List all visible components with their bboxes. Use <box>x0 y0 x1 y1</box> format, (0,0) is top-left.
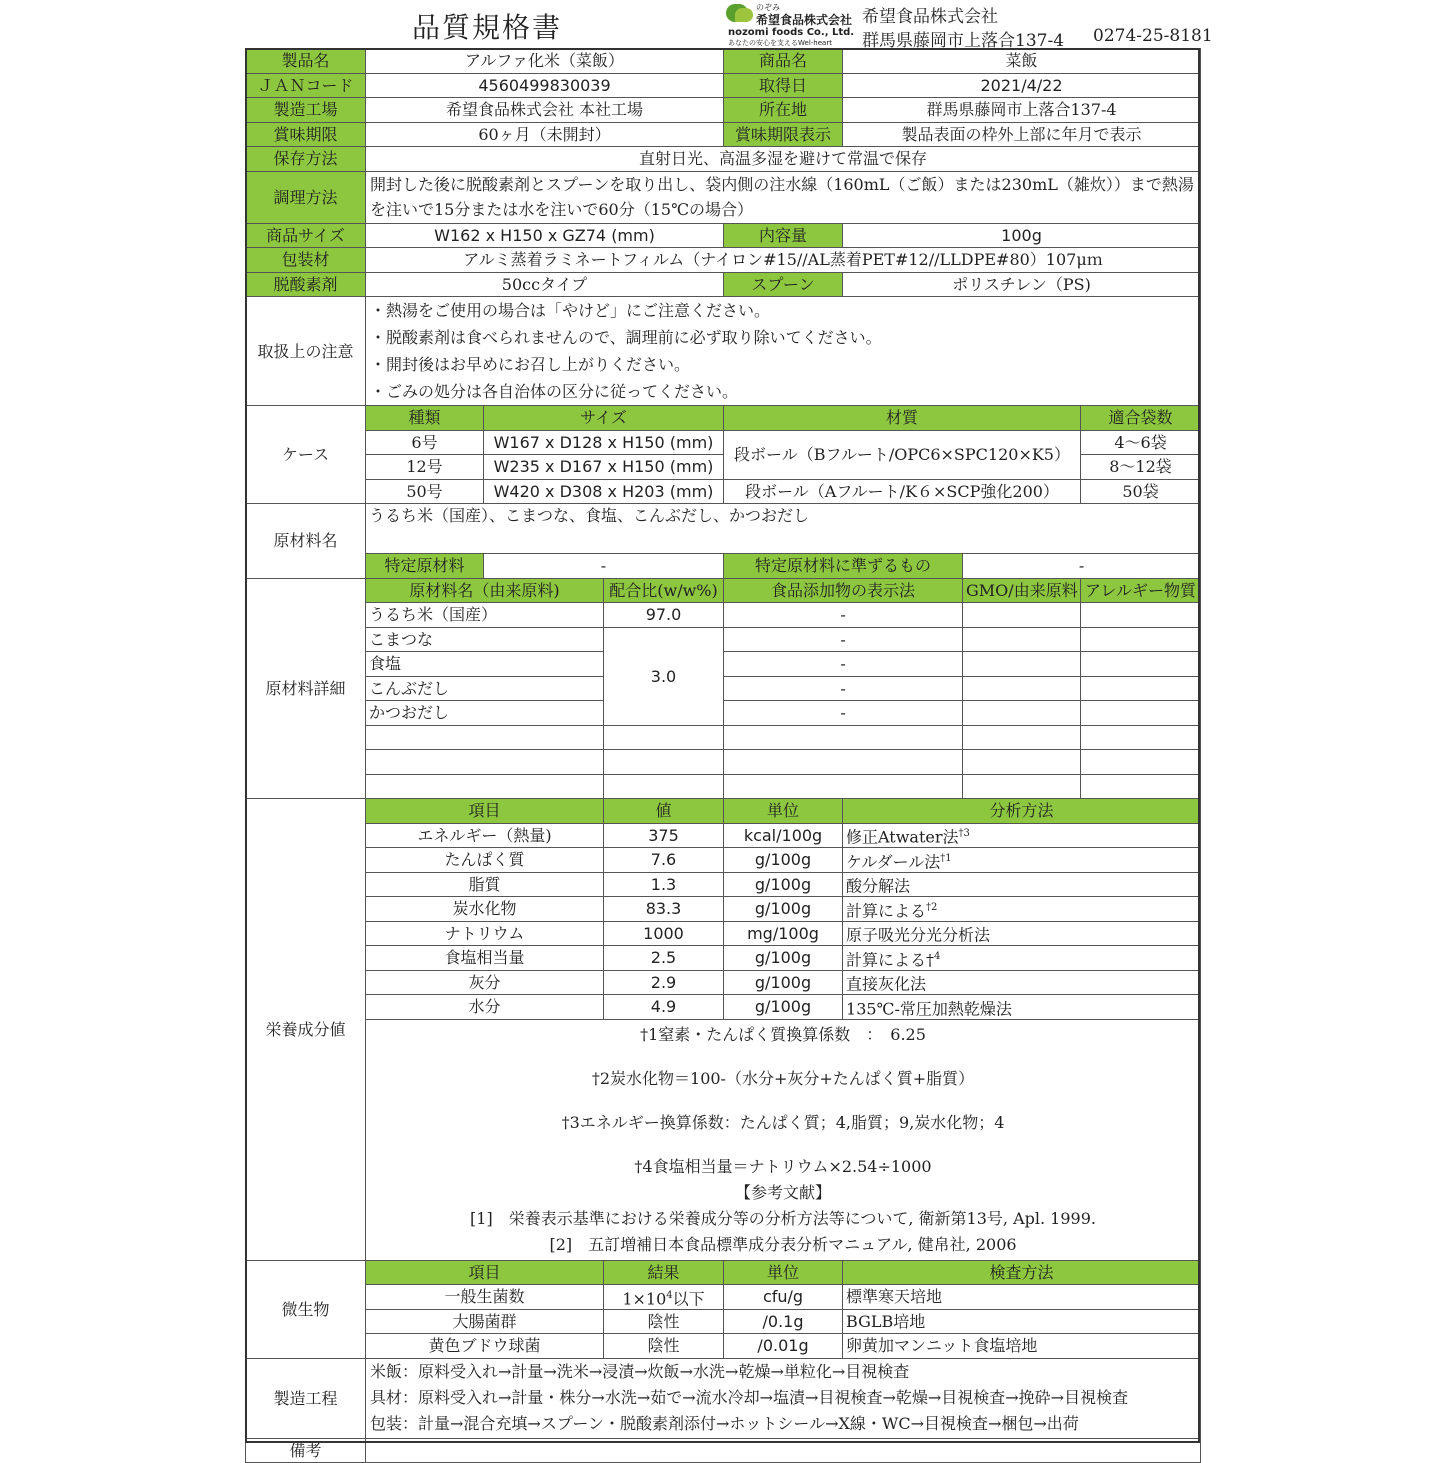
case-size: W167 x D128 x H150 (mm) <box>484 430 724 455</box>
acquired-date: 2021/4/22 <box>843 73 1201 98</box>
remarks-label: 備考 <box>246 1438 366 1463</box>
method-text: 計算による† <box>846 949 935 969</box>
case-header-fit: 適合袋数 <box>1081 406 1201 431</box>
process-line: 米飯：原料受入れ→計量→洗米→浸漬→炊飯→水洗→乾燥→単粒化→目視検査 <box>370 1362 910 1381</box>
cook-method: 開封した後に脱酸素剤とスプーンを取り出し、袋内側の注水線（160mL（ご飯）または230mL（雑炊））まで熱湯を注いで15分または水を注いで60分（15℃の場合） <box>366 171 1201 223</box>
case-type: 12号 <box>366 455 484 480</box>
detail-header: 配合比(w/w%) <box>604 578 724 603</box>
nutrition-item: 炭水化物 <box>366 897 604 922</box>
nutrition-unit: g/100g <box>724 970 843 995</box>
company-address: 群馬県藤岡市上落合137-4 <box>862 31 1065 51</box>
company-tel: 0274-25-8181 <box>1093 26 1213 46</box>
detail-header: GMO/由来原料 <box>963 578 1081 603</box>
nutrition-unit: g/100g <box>724 995 843 1020</box>
micro-header: 単位 <box>724 1260 843 1285</box>
nutrition-item: 食塩相当量 <box>366 946 604 971</box>
factory: 希望食品株式会社 本社工場 <box>366 98 724 123</box>
detail-empty <box>963 725 1081 750</box>
detail-additive: - <box>724 652 963 677</box>
result-text: 陰性 <box>647 1311 680 1331</box>
method-text: 計算による <box>846 900 927 920</box>
nutrition-value: 2.9 <box>604 970 724 995</box>
detail-empty <box>366 725 604 750</box>
nutrition-method <box>843 995 1201 1020</box>
leaf-icon-2 <box>735 8 753 22</box>
nutrition-header: 単位 <box>724 799 843 824</box>
note: †1窒素・たんぱく質換算係数 ： 6.25 <box>640 1024 926 1044</box>
nutrition-header: 値 <box>604 799 724 824</box>
method-text: 修正Atwater法 <box>846 827 959 847</box>
specific-label: 特定原材料 <box>366 554 484 579</box>
result-text: 1×10 <box>622 1288 667 1308</box>
pack-label: 包装材 <box>246 248 366 273</box>
process-line: 包装：計量→混合充填→スプーン・脱酸素剤添付→ホットシール→X線・WC→目視検査→梱包→出荷 <box>370 1414 1079 1433</box>
process-label: 製造工程 <box>246 1358 366 1438</box>
nutrition-label: 栄養成分値 <box>246 799 366 1261</box>
caution-item: ・開封後はお早めにお召し上がりください。 <box>370 355 691 374</box>
pack-material: アルミ蒸着ラミネートフィルム（ナイロン#15//AL蒸着PET#12//LLDPE#80）107μｍ <box>366 248 1201 273</box>
nutrition-value: 83.3 <box>604 897 724 922</box>
micro-unit: /0.01g <box>724 1334 843 1359</box>
detail-allergen <box>1081 701 1201 726</box>
micro-unit: /0.1g <box>724 1309 843 1334</box>
case-type: 50号 <box>366 479 484 504</box>
detail-gmo <box>963 603 1081 628</box>
detail-ingredient: うるち米（国産） <box>366 603 604 628</box>
content: 100g <box>843 223 1201 248</box>
nutrition-unit: mg/100g <box>724 921 843 946</box>
oxygen-absorber: 50ccタイプ <box>366 272 724 297</box>
storage-label: 保存方法 <box>246 147 366 172</box>
company-name: 希望食品株式会社 <box>862 7 998 27</box>
nutrition-unit: g/100g <box>724 872 843 897</box>
nutrition-value: 1.3 <box>604 872 724 897</box>
logo-furigana: のぞみ <box>756 3 780 12</box>
case-material: 段ボール（Bフルート/OPC6×SPC120×K5） <box>724 430 1081 479</box>
detail-empty <box>1081 750 1201 775</box>
note-spacer <box>372 1090 1194 1112</box>
case-type: 6号 <box>366 430 484 455</box>
ingredients-label: 原材料名 <box>246 504 366 579</box>
caution-item: ・熱湯をご使用の場合は「やけど」にご注意ください。 <box>370 301 771 320</box>
location: 群馬県藤岡市上落合137-4 <box>843 98 1201 123</box>
nutrition-notes <box>366 1019 1201 1260</box>
micro-item: 一般生菌数 <box>366 1285 604 1310</box>
nutrition-unit: g/100g <box>724 848 843 873</box>
result-suffix: 以下 <box>672 1288 705 1308</box>
nutrition-method <box>843 872 1201 897</box>
ingredients-text: うるち米（国産）、こまつな、食塩、こんぶだし、かつおだし <box>366 504 1201 554</box>
detail-empty <box>963 750 1081 775</box>
detail-empty <box>366 750 604 775</box>
nutrition-unit: g/100g <box>724 897 843 922</box>
detail-ingredient: かつおだし <box>366 701 604 726</box>
case-fit: 4～6袋 <box>1081 430 1201 455</box>
nutrition-item: 脂質 <box>366 872 604 897</box>
case-header-size: サイズ <box>484 406 724 431</box>
method-text: 原子吸光分光分析法 <box>846 925 991 945</box>
item-name-label: 商品名 <box>724 49 843 74</box>
caution-item: ・ごみの処分は各自治体の区分に従ってください。 <box>370 382 739 401</box>
method-text: 135℃-常圧加熱乾燥法 <box>846 998 1012 1018</box>
micro-method: 卵黄加マンニット食塩培地 <box>843 1334 1201 1359</box>
acquired-label: 取得日 <box>724 73 843 98</box>
case-size: W420 x D308 x H203 (mm) <box>484 479 724 504</box>
case-fit: 50袋 <box>1081 479 1201 504</box>
shelf-life: 60ヶ月（未開封） <box>366 122 724 147</box>
nutrition-method <box>843 921 1201 946</box>
company-logo <box>726 2 855 47</box>
reference: [1] 栄養表示基準における栄養成分等の分析方法等について, 衛新第13号, Apl. 1999. <box>470 1208 1096 1228</box>
remarks <box>366 1438 1201 1463</box>
nutrition-item: 水分 <box>366 995 604 1020</box>
nutrition-unit: g/100g <box>724 946 843 971</box>
storage: 直射日光、高温多湿を避けて常温で保存 <box>366 147 1201 172</box>
case-label: ケース <box>246 406 366 504</box>
shelf-label: 賞味期限 <box>246 122 366 147</box>
process-line: 具材：原料受入れ→計量・株分→水洗→茹で→流水冷却→塩漬→目視検査→乾燥→目視検査→挽砕→目視検査 <box>370 1388 1129 1407</box>
logo-en: nozomi foods Co., Ltd. <box>728 27 855 38</box>
shelf-display: 製品表面の枠外上部に年月で表示 <box>843 122 1201 147</box>
method-text: ケルダール法 <box>846 851 941 871</box>
nutrition-item: エネルギー（熱量) <box>366 823 604 848</box>
nutrition-value: 7.6 <box>604 848 724 873</box>
detail-header: 原材料名（由来原料) <box>366 578 604 603</box>
nutrition-value: 375 <box>604 823 724 848</box>
detail-header: 食品添加物の表示法 <box>724 578 963 603</box>
spoon-label: スプーン <box>724 272 843 297</box>
nutrition-header: 分析方法 <box>843 799 1201 824</box>
detail-allergen <box>1081 652 1201 677</box>
note: †3エネルギー換算係数：たんぱく質；4,脂質；9,炭水化物；4 <box>561 1112 1005 1132</box>
logo-tagline: あなたの安心を支えるWel-heart <box>728 39 832 47</box>
nutrition-method <box>843 970 1201 995</box>
detail-gmo <box>963 676 1081 701</box>
nutrition-method <box>843 897 1201 922</box>
micro-header: 項目 <box>366 1260 604 1285</box>
method-note: †3 <box>958 828 970 840</box>
detail-header: アレルギー物質 <box>1081 578 1201 603</box>
nutrition-item: 灰分 <box>366 970 604 995</box>
detail-gmo <box>963 627 1081 652</box>
micro-header: 結果 <box>604 1260 724 1285</box>
reference: [2] 五訂増補日本食品標準成分表分析マニュアル, 健帛社, 2006 <box>549 1234 1017 1254</box>
jan-code: 4560499830039 <box>366 73 724 98</box>
nutrition-header: 項目 <box>366 799 604 824</box>
micro-result <box>604 1334 724 1359</box>
case-material: 段ボール（Aフルート/K６×SCP強化200） <box>724 479 1081 504</box>
location-label: 所在地 <box>724 98 843 123</box>
result-text: 陰性 <box>647 1336 680 1356</box>
detail-empty <box>604 750 724 775</box>
nutrition-value: 4.9 <box>604 995 724 1020</box>
reference-title: 【参考文献】 <box>735 1182 832 1202</box>
detail-allergen <box>1081 627 1201 652</box>
detail-additive: - <box>724 603 963 628</box>
note-spacer <box>372 1046 1194 1068</box>
micro-label: 微生物 <box>246 1260 366 1358</box>
detail-allergen <box>1081 676 1201 701</box>
detail-gmo <box>963 701 1081 726</box>
result-exponent: 4 <box>666 1289 673 1301</box>
micro-header: 検査方法 <box>843 1260 1201 1285</box>
note-spacer <box>372 1134 1194 1156</box>
caution-label: 取扱上の注意 <box>246 297 366 406</box>
detail-empty <box>604 774 724 799</box>
quasi-label: 特定原材料に準ずるもの <box>724 554 963 579</box>
nutrition-value: 1000 <box>604 921 724 946</box>
micro-method: 標準寒天培地 <box>843 1285 1201 1310</box>
detail-empty <box>963 774 1081 799</box>
detail-empty <box>1081 774 1201 799</box>
caution-item: ・脱酸素剤は食べられませんので、調理前に必ず取り除いてください。 <box>370 328 882 347</box>
detail-empty <box>1081 725 1201 750</box>
detail-ingredient: 食塩 <box>366 652 604 677</box>
detail-empty <box>724 750 963 775</box>
jan-label: ＪＡＮコード <box>246 73 366 98</box>
detail-ingredient: こんぶだし <box>366 676 604 701</box>
detail-empty <box>724 774 963 799</box>
case-fit: 8～12袋 <box>1081 455 1201 480</box>
case-header-type: 種類 <box>366 406 484 431</box>
process-lines <box>366 1358 1201 1438</box>
item-name: 菜飯 <box>843 49 1201 74</box>
nutrition-method <box>843 848 1201 873</box>
detail-additive: - <box>724 701 963 726</box>
micro-result <box>604 1309 724 1334</box>
cook-label: 調理方法 <box>246 171 366 223</box>
micro-item: 黄色ブドウ球菌 <box>366 1334 604 1359</box>
micro-item: 大腸菌群 <box>366 1309 604 1334</box>
quasi-value: - <box>963 554 1201 579</box>
spoon: ポリスチレン（PS) <box>843 272 1201 297</box>
detail-additive: - <box>724 627 963 652</box>
nutrition-method <box>843 946 1201 971</box>
micro-unit: cfu/g <box>724 1285 843 1310</box>
specific-value: - <box>484 554 724 579</box>
product-size: W162 x H150 x GZ74 (mm) <box>366 223 724 248</box>
nutrition-value: 2.5 <box>604 946 724 971</box>
nutrition-unit: kcal/100g <box>724 823 843 848</box>
nutrition-method <box>843 823 1201 848</box>
detail-empty <box>724 725 963 750</box>
logo-jp: 希望食品株式会社 <box>756 13 853 27</box>
product-name-label: 製品名 <box>246 49 366 74</box>
method-text: 直接灰化法 <box>846 974 927 994</box>
detail-ratio: 97.0 <box>604 603 724 628</box>
factory-label: 製造工場 <box>246 98 366 123</box>
detail-ingredient: こまつな <box>366 627 604 652</box>
ingredient-detail-label: 原材料詳細 <box>246 578 366 799</box>
method-note: 4 <box>934 950 941 962</box>
nutrition-item: たんぱく質 <box>366 848 604 873</box>
note: †4食塩相当量＝ナトリウム×2.54÷1000 <box>634 1156 932 1176</box>
product-name: アルファ化米（菜飯） <box>366 49 724 74</box>
method-note: †2 <box>926 901 938 913</box>
case-header-material: 材質 <box>724 406 1081 431</box>
oxy-label: 脱酸素剤 <box>246 272 366 297</box>
note: †2炭水化物＝100-（水分+灰分+たんぱく質+脂質） <box>591 1068 975 1088</box>
spec-table <box>245 48 1201 1463</box>
size-label: 商品サイズ <box>246 223 366 248</box>
micro-result <box>604 1285 724 1310</box>
detail-empty <box>366 774 604 799</box>
cautions <box>366 297 1201 406</box>
document-header <box>0 0 1445 51</box>
detail-additive: - <box>724 676 963 701</box>
content-label: 内容量 <box>724 223 843 248</box>
detail-allergen <box>1081 603 1201 628</box>
detail-ratio-shared: 3.0 <box>604 627 724 725</box>
method-text: 酸分解法 <box>846 876 911 896</box>
micro-method: BGLB培地 <box>843 1309 1201 1334</box>
document-title: 品質規格書 <box>412 11 563 44</box>
detail-gmo <box>963 652 1081 677</box>
detail-empty <box>604 725 724 750</box>
case-size: W235 x D167 x H150 (mm) <box>484 455 724 480</box>
shelf-display-label: 賞味期限表示 <box>724 122 843 147</box>
method-note: †1 <box>940 852 952 864</box>
nutrition-item: ナトリウム <box>366 921 604 946</box>
